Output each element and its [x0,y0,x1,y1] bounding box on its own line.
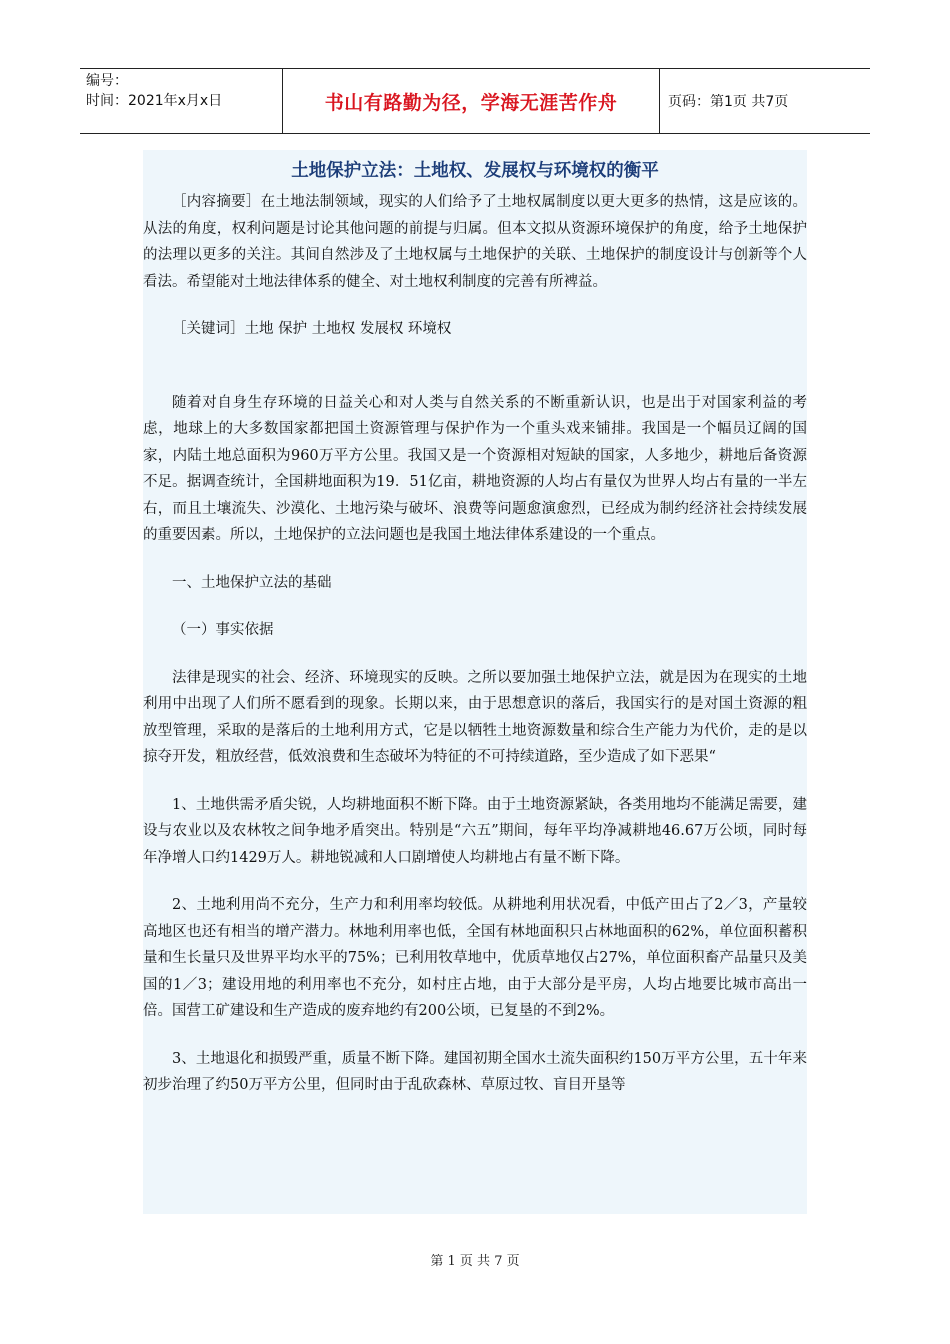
list-item: 3、土地退化和损毁严重，质量不断下降。建国初期全国水土流失面积约150万平方公里，五十年来初步治理了约50万平方公里，但同时由于乱砍森林、草原过牧、盲目开垦等 [143,1050,807,1093]
list-item: 1、土地供需矛盾尖锐，人均耕地面积不断下降。由于土地资源紧缺，各类用地均不能满足需要，建设与农业以及农林牧之间争地矛盾突出。特别是“六五”期间，每年平均净减耕地46.67万公顷，同时每年净增人口约1429万人。耕地锐减和人口剧增使人均耕地占有量不断下降。 [143,796,807,866]
document-number-label: 编号： [86,73,128,89]
keywords-paragraph: ［关键词］土地 保护 土地权 发展权 环境权 [172,321,452,337]
document-title: 土地保护立法：土地权、发展权与环境权的衡平 [291,161,659,181]
subsection-heading: （一）事实依据 [172,622,274,638]
document-body [143,150,807,1214]
header-motto: 书山有路勤为径，学海无涯苦作舟 [282,69,660,133]
intro-paragraph: 随着对自身生存环境的日益关心和对人类与自然关系的不断重新认识，也是出于对国家利益的考虑，地球上的大多数国家都把国土资源管理与保护作为一个重头戏来铺排。我国是一个幅员辽阔的国家，内陆土地总面积为960万平方公里。我国又是一个资源相对短缺的国家，人多地少，耕地后备资源不足。据调查统计，全国耕地面积为19．51亿亩，耕地资源的人均占有量仅为世界人均占有量的一半左右，而且土壤流失、沙漠化、土地污染与破坏、浪费等问题愈演愈烈，已经成为制约经济社会持续发展的重要因素。所以，土地保护的立法问题也是我国土地法律体系建设的一个重点。 [143,394,807,543]
section-heading: 一、土地保护立法的基础 [172,574,332,591]
header-page-info: 页码：第1页 共7页 [668,94,789,110]
abstract-paragraph: ［内容摘要］在土地法制领域，现实的人们给予了土地权属制度以更大更多的热情，这是应该的。从法的角度，权利问题是讨论其他问题的前提与归属。但本文拟从资源环境保护的角度，给予土地保护的法理以更多的关注。其间自然涉及了土地权属与土地保护的关联、土地保护的制度设计与创新等个人看法。希望能对土地法律体系的健全、对土地权利制度的完善有所裨益。 [143,194,807,290]
page-footer: 第 1 页 共 7 页 [430,1254,520,1269]
spacer [143,364,807,390]
page-header [80,68,870,134]
list-item: 2、土地利用尚不充分，生产力和利用率均较低。从耕地利用状况看，中低产田占了2／3，产量较高地区也还有相当的增产潜力。林地利用率也低，全国有林地面积只占林地面积的62%，单位面积蓄积量和生长量只及世界平均水平的75%；已利用牧草地中，优质草地仅占27%，单位面积畜产品量只及美国的1／3；建设用地的利用率也不充分，如村庄占地，由于大部分是平房，人均占地要比城市高出一倍。国营工矿建设和生产造成的废弃地约有200公顷，已复垦的不到2%。 [143,897,807,1019]
header-meta [80,69,282,133]
fact-paragraph: 法律是现实的社会、经济、环境现实的反映。之所以要加强土地保护立法，就是因为在现实的土地利用中出现了人们所不愿看到的现象。长期以来，由于思想意识的落后，我国实行的是对国土资源的粗放型管理，采取的是落后的土地利用方式，它是以牺牲土地资源数量和综合生产能力为代价，走的是以掠夺开发，粗放经营，低效浪费和生态破坏为特征的不可持续道路，至少造成了如下恶果“ [143,669,807,765]
document-time-label: 时间：2021年x月x日 [86,93,223,109]
